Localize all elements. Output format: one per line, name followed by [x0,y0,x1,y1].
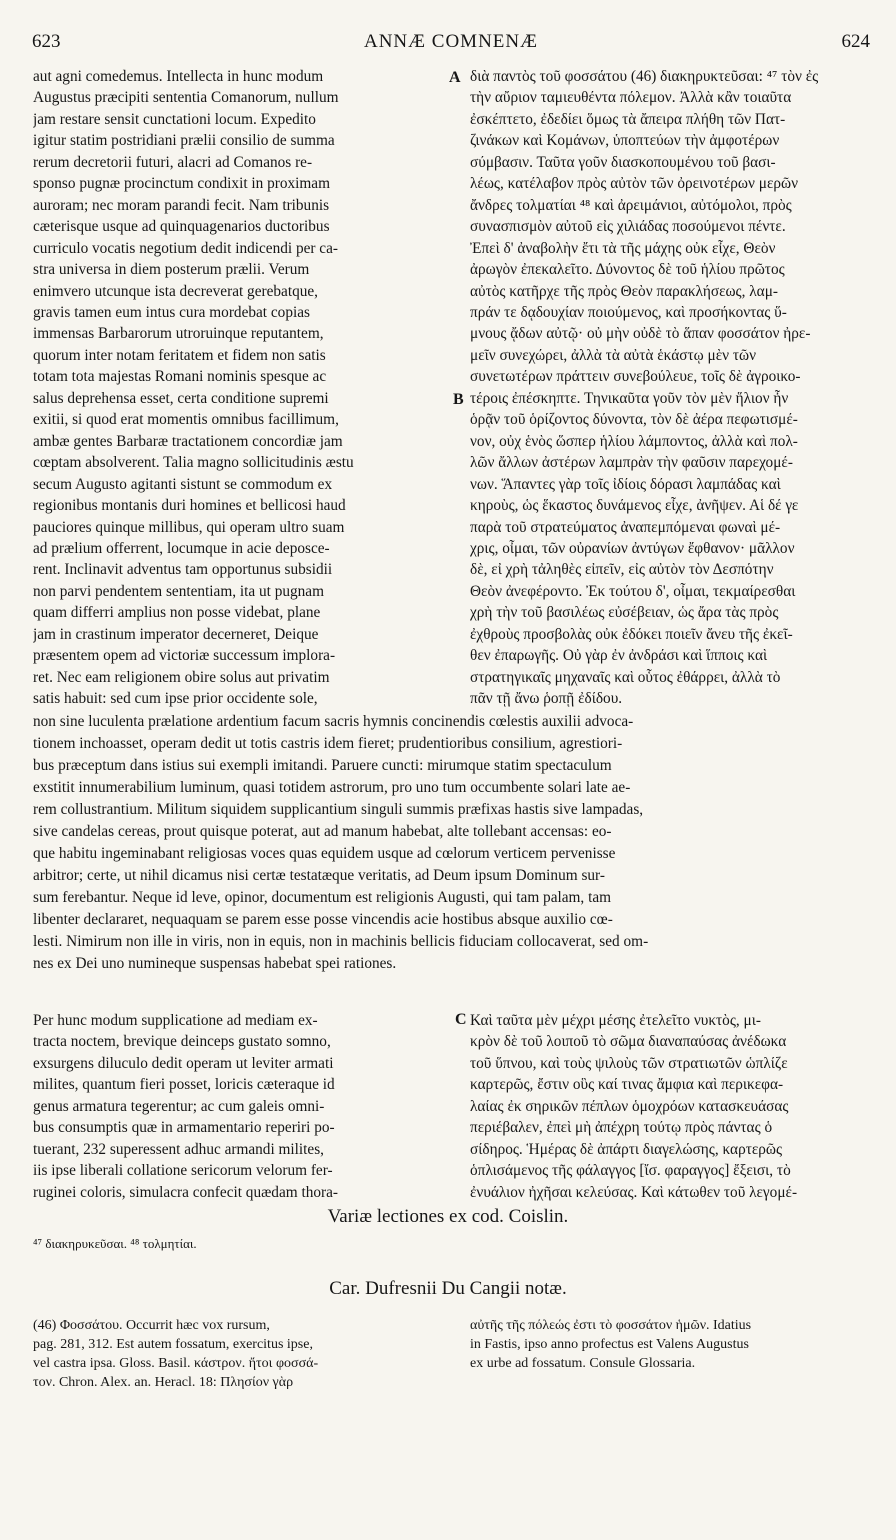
running-header [32,31,870,57]
text-line: δὲ, εἰ χρὴ τἀληθὲς εἰπεῖν, εἰς αὐτὸν τὸν Δεσπότην [470,561,774,579]
text-line: immensas Barbarorum utroruinque reputantem, [33,325,324,343]
text-line: enimvero utcunque ista decreverat gerebatque, [33,282,318,300]
text-line: ret. Nec eam religionem obire solus aut privatim [33,668,330,686]
note-line: τον. Chron. Alex. an. Heracl. 18: Πλησίον γὰρ [33,1375,294,1390]
text-line: sum ferebantur. Neque id leve, opinor, documentum est religionis Augusti, qui tam palam, tam [33,889,612,906]
text-line: ἄνδρες τολματίαι ⁴⁸ καὶ ἀρειμάνιοι, αὐτόμολοι, πρὸς [470,196,792,214]
text-line: nes ex Dei uno numineque suspensas habebat spei rationes. [33,955,397,972]
latin-column-block1 [33,66,443,710]
text-line: non parvi pendentem sententiam, ita ut pugnam [33,582,324,600]
text-line: τοῦ ὕπνου, καὶ τοὺς ψιλοὺς τῶν στρατιωτῶν ὡπλίζε [470,1054,788,1072]
text-line: jam in crastinum imperator decerneret, Deique [33,625,319,643]
note-line: αὐτῆς τῆς πόλεώς ἐστι τὸ φοσσάτον ἡμῶν. Idatius [470,1318,752,1333]
section-marker-a: A [449,69,461,86]
note-line: ex urbe ad fossatum. Consule Glossaria. [470,1356,696,1371]
text-line: iis ipse liberali collatione sericorum velorum fer- [33,1162,333,1180]
greek-column-block2 [470,1010,878,1203]
text-line: τέροις ἐπέσκηπτε. Τηνικαῦτα γοῦν τὸν μὲν ἥλιον ἦν [470,389,789,407]
text-line: jam restare sensit cunctationi locum. Expedito [33,110,316,128]
text-line: ὁπλισάμενος τῆς φάλαγγος [ἴσ. φαραγγος] ἔξεισι, τὸ [470,1162,791,1180]
text-line: salus deprehensa esset, certa conditione supremi [33,389,329,407]
page-number-right: 624 [841,31,870,52]
notes-left-column [33,1316,445,1392]
text-line: stra universa in diem posterum prælii. Verum [33,261,310,279]
text-line: ἐσκέπτετο, ἐδεδίει ὅμως τὰ ἄπειρα πλήθη τῶν Πατ- [470,110,786,128]
note-line: pag. 281, 312. Est autem fossatum, exercitus ipse, [33,1337,313,1352]
text-line: θεν ἐπαρωγῆς. Οὐ γὰρ ἐν ἀνδράσι καὶ ἵπποις καὶ [470,647,768,665]
text-line: κηροὺς, ὡς ἕκαστος δυνάμενος εἶχε, ἀνῆψεν. Αἱ δέ γε [470,497,799,515]
text-line: ruginei coloris, simulacra confecit quædam thora- [33,1183,338,1201]
text-line: στρατηγικαῖς μηχαναῖς καὶ οὗτος ἐθάρρει, ἀλλὰ τὸ [470,668,781,686]
section-marker-b: B [453,391,464,408]
text-line: præsentem opem ad victoriæ successum implora- [33,647,336,665]
text-line: Augustus præcipiti sententia Comanorum, nullum [33,89,339,107]
text-line: regionibus montanis duri homines et bellicosi haud [33,497,346,515]
running-title: ANNÆ COMNENÆ [363,31,539,52]
text-line: genus armatura tegerentur; ac cum galeis omni- [33,1097,325,1115]
text-line: λαίας ἐκ σηρικῶν πέπλων ὁμοχρόων κατασκευάσας [470,1097,789,1115]
text-line: χρις, οἶμαι, τῶν οὐρανίων ἀντύγων ἔφθανον· μᾶλλον [470,539,795,557]
text-line: libenter declararet, nequaquam se parem esse posse vincendis acie hostibus absque auxilio cœ- [33,911,613,928]
text-line: bus consumptis quæ in armamentario reperiri po- [33,1119,335,1137]
text-line: auroram; nec moram parandi fecit. Nam tribunis [33,196,330,214]
text-line: πᾶν τῇ ἄνω ῥοπῇ ἐδίδου. [470,690,623,708]
text-line: sive candelas cereas, prout quisque poterat, aut ad manum habebat, alte tollebant accensas: eo- [33,823,612,840]
text-line: μνους ᾄδων αὐτῷ· οὐ μὴν οὐδὲ τὸ ἅπαν φοσσάτον ἠρε- [470,325,811,343]
text-line: συνετωτέρων πράττειν συνεβούλευε, τοῖς δὲ ἀγροικο- [470,368,801,386]
text-line: totam tota majestas Romani nominis spesque ac [33,368,327,386]
text-line: Ἐπεὶ δ' ἀναβολὴν ἔτι τὰ τῆς μάχης οὐκ εἶχε, Θεὸν [470,239,776,257]
text-line: cœptam absolverent. Talia magno sollicitudinis æstu [33,454,354,472]
text-line: tuerant, 232 superessent adhuc armandi milites, [33,1140,324,1158]
note-line: vel castra ipsa. Gloss. Basil. κάστρον. ἤτοι φοσσά- [33,1356,319,1371]
text-line: παρὰ τοῦ στρατεύματος ἀναπεμπόμεναι φωναὶ μέ- [470,518,781,536]
text-line: bus præceptum dans istius sui exempli imitandi. Paruere cuncti: mirumque statim spectaculum [33,757,612,774]
text-line: gravis tamen eum intus cura mordebat copias [33,303,310,321]
text-line: lesti. Nimirum non ille in viris, non in equis, non in machinis bellicis fiduciam collocaverat, sed om- [33,933,649,950]
note-line: in Fastis, ipso anno profectus est Valens Augustus [470,1337,749,1352]
latin-column-block2 [33,1010,449,1203]
greek-column-block1 [470,66,878,710]
text-line: καρτερῶς, ἔστιν οὓς καί τινας ἄμφια καὶ περικεφα- [470,1076,784,1094]
notes-right-column [470,1316,878,1373]
text-line: νων. Ἅπαντες γὰρ τοῖς ἰδίοις δόρασι λαμπάδας καὶ [470,475,781,493]
text-line: secum Augusto agitanti sistunt se commodum ex [33,475,333,493]
text-line: cæterisque usque ad quinquagenarios ductoribus [33,218,330,236]
text-line: ambæ gentes Barbaræ tractationem concordiæ jam [33,432,343,450]
text-line: tracta noctem, brevique deinceps gustato somno, [33,1033,331,1051]
text-line: quorum inter notam feritatem et fidem non satis [33,346,326,364]
text-line: ἐχθροὺς προσβολὰς οὐκ ἐδόκει ποιεῖν ἄνευ τῆς ἐκεῖ- [470,625,793,643]
section-marker-c: C [455,1011,467,1028]
text-line: κρὸν δὲ τοῦ λοιποῦ τὸ σῶμα διαναπαύσας ἀνέδωκα [470,1033,787,1051]
text-line: ζινάκων καὶ Κομάνων, ὑποπτεύων τὴν ἀμφοτέρων [470,132,780,150]
text-line: αὐτὸς κατῆρχε τῆς πρὸς Θεὸν παρακλήσεως, λαμ- [470,282,778,300]
variae-lectiones-heading: Variæ lectiones ex cod. Coislin. [327,1206,569,1227]
text-line: exstitit innumerabilium luminum, quasi totidem astrorum, pro uno tum occumbente solari late ae- [33,779,631,796]
note-line: (46) Φοσσάτου. Occurrit hæc vox rursum, [33,1318,270,1333]
text-line: λέως, κατέλαβον πρὸς αὐτὸν τῶν ὀρεινοτέρων μερῶν [470,175,798,193]
text-line: σύμβασιν. Ταῦτα γοῦν διασκοπουμένου τοῦ βασι- [470,153,776,171]
latin-fullwidth-paragraph [33,711,879,975]
text-line: tionem inchoasset, operam dedit ut totis castris idem fieret; prudentioribus consilium, agrestiori- [33,735,623,752]
page-number-left: 623 [32,31,61,52]
text-line: curriculo vocatis negotium dedit indicendi per ca- [33,239,338,257]
text-line: igitur statim postridiani prælii consilio de summa [33,132,335,150]
text-line: pauciores quinque millibus, qui operam ultro suam [33,518,345,536]
text-line: ἐνυάλιον ἠχῆσαι κελεύσας. Καὶ κάτωθεν τοῦ λεγομέ- [470,1183,798,1201]
text-line: Θεὸν ἀνεφέροντο. Ἐκ τούτου δ', οἶμαι, τεκμαίρεσθαι [470,582,796,600]
text-line: exsurgens diluculo dedit operam ut leviter armati [33,1054,334,1072]
text-line: milites, quantum fieri posset, loricis cæteraque id [33,1076,335,1094]
text-line: περιέβαλεν, ἐπεὶ μὴ ἀπέχρη τούτῳ πρὸς πάντας ὁ [470,1119,773,1137]
text-line: χρὴ τὴν τοῦ βασιλέως εὐσέβειαν, ὡς ἄρα τὰς πρὸς [470,604,779,622]
text-line: rent. Inclinavit adventus tam opportunus subsidii [33,561,333,579]
text-line: ad prælium offerrent, locumque in acie deposce- [33,539,330,557]
text-line: νον, οὐχ ἑνὸς ὥσπερ ἡλίου λάμποντος, ἀλλὰ καὶ πολ- [470,432,798,450]
text-line: λῶν ἄλλων ἀστέρων λαμπρὰν τὴν φαῦσιν παρεχομέ- [470,454,793,472]
text-line: rerum decretorii futuri, alacri ad Comanos re- [33,153,313,171]
text-line: exitii, si quod erat momentis omnibus facillimum, [33,411,339,429]
text-line: rem collustrantium. Militum siquidem supplicantium singuli summis præfixas hastis sive lampadas, [33,801,644,818]
text-line: que habitu ingeminabant religiosas voces quas equidem usque ad cœlorum verticem pervenisse [33,845,616,862]
text-line: satis habuit: sed cum ipse prior occidente sole, [33,690,318,708]
text-line: μεῖν συνεχώρει, ἀλλὰ τὰ αὐτὰ ἑκάστῳ μὲν τῶν [470,346,757,364]
text-line: non sine luculenta prælatione ardentium facum sacris hymnis concinendis cœlestis auxilii advoca- [33,713,634,730]
notes-heading: Car. Dufresnii Du Cangii notæ. [329,1278,567,1299]
text-line: συνασπισμὸν αὐτοῦ εἰς χιλιάδας ποσούμενοι πέντε. [470,218,786,236]
text-line: sponso pugnæ procinctum condixit in proximam [33,175,330,193]
text-line: σίδηρος. Ἡμέρας δὲ ἀπάρτι διαγελώσης, καρτερῶς [470,1140,783,1158]
variae-lectiones-text: ⁴⁷ διακηρυκεῦσαι. ⁴⁸ τολμητίαι. [33,1236,197,1251]
text-line: ἀρωγὸν ἐπεκαλεῖτο. Δύνοντος δὲ τοῦ ἡλίου πρῶτος [470,261,785,279]
text-line: ὁρᾷν τοῦ ὁρίζοντος δύνοντα, τὸν δὲ ἀέρα πεφωτισμέ- [470,411,798,429]
text-line: arbitror; certe, ut nihil dicamus nisi certæ testatæque veritatis, ad Deum ipsum Dominum sur- [33,867,605,884]
text-line: aut agni comedemus. Intellecta in hunc modum [33,68,324,85]
text-line: διὰ παντὸς τοῦ φοσσάτου (46) διακηρυκτεῦσαι: ⁴⁷ τὸν ἐς [470,68,819,85]
text-line: Per hunc modum supplicatione ad mediam ex- [33,1012,318,1029]
text-line: πράν τε δᾳδουχίαν ποιούμενος, καὶ προσήκοντας ὕ- [470,303,787,321]
text-line: τὴν αὔριον ταμιευθέντα πόλεμον. Ἀλλὰ κἂν τοιαῦτα [470,89,792,107]
text-line: Καὶ ταῦτα μὲν μέχρι μέσης ἐτελεῖτο νυκτὸς, μι- [470,1012,761,1029]
text-line: quam differri amplius non posse videbat, plane [33,604,321,622]
